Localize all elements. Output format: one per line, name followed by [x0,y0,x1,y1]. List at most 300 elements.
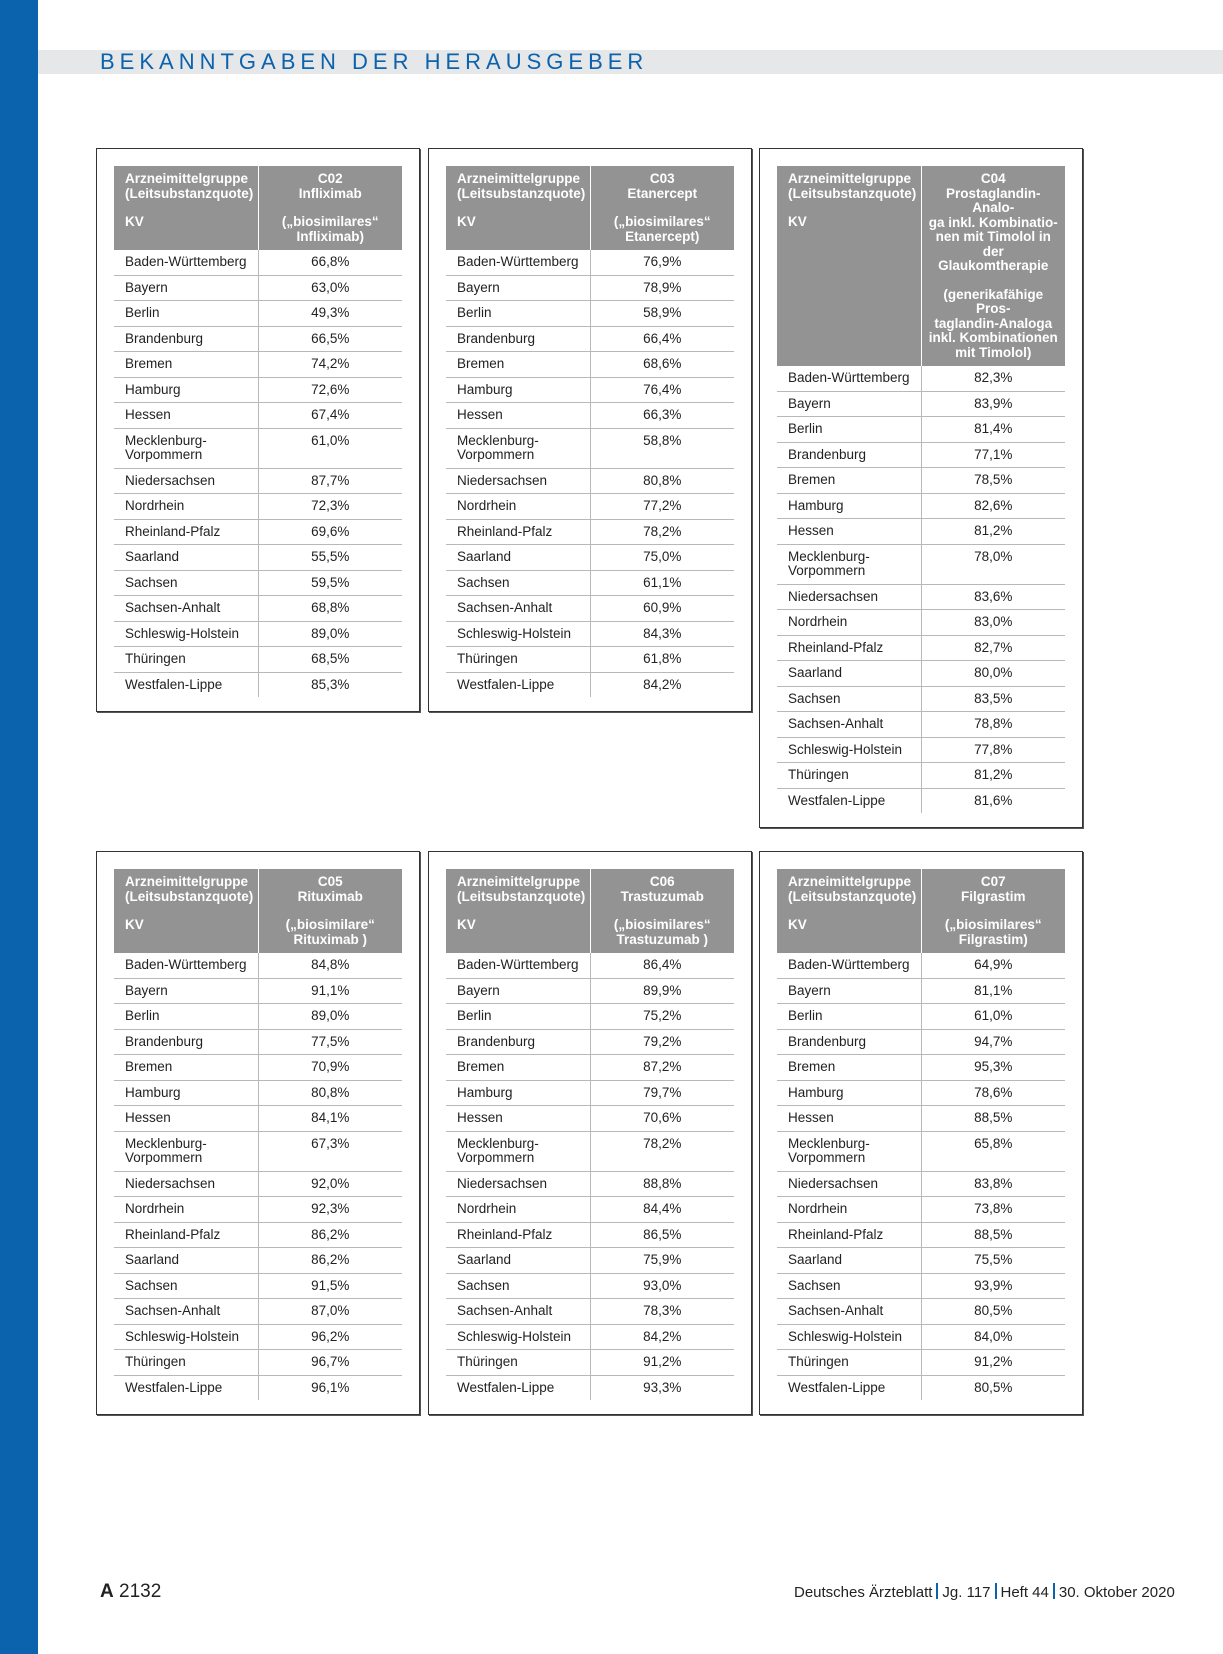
header-kv-label: KV [125,917,144,932]
drug-code-line: Etanercept [627,185,698,201]
quota-value: 85,3% [258,672,402,697]
region-name: Bremen [446,352,590,378]
quota-value: 93,9% [921,1273,1065,1299]
region-quota-table [446,869,734,1400]
table-row [446,596,734,622]
table-row [114,1350,402,1376]
region-name: Saarland [446,1248,590,1274]
table-row [446,301,734,327]
region-name: Rheinland-Pfalz [446,1222,590,1248]
header-spacer [265,201,397,215]
quota-value: 86,2% [258,1222,402,1248]
quota-value: 72,3% [258,494,402,520]
table-row [777,1197,1065,1223]
quota-value: 67,4% [258,403,402,429]
region-name: Hamburg [777,1080,921,1106]
region-name: Bayern [114,978,258,1004]
quota-value: 84,2% [590,672,734,697]
quota-value: 80,5% [921,1375,1065,1400]
drug-code-line: ga inkl. Kombinatio- [928,214,1058,230]
quota-value: 96,2% [258,1324,402,1350]
header-row [777,869,1065,953]
quota-value: 92,0% [258,1171,402,1197]
region-name: Sachsen [114,570,258,596]
region-quota-table [777,166,1065,813]
region-name: Baden-Württemberg [446,250,590,275]
table-row [114,621,402,647]
table-row [446,1350,734,1376]
quota-value: 64,9% [921,953,1065,978]
table-row [777,1273,1065,1299]
drug-description-line: („biosimilares“ [281,214,379,229]
quota-value: 88,8% [590,1171,734,1197]
region-name: Schleswig-Holstein [446,1324,590,1350]
quota-value: 89,0% [258,621,402,647]
region-quota-table [777,869,1065,1400]
region-name: Thüringen [114,647,258,673]
region-name: Mecklenburg- Vorpommern [777,544,921,584]
table-body [114,953,402,1400]
table-row [777,1029,1065,1055]
quota-value: 84,8% [258,953,402,978]
table-row [446,250,734,275]
table-row [114,1299,402,1325]
table-header [446,869,734,953]
quota-value: 86,2% [258,1248,402,1274]
table-row [446,1273,734,1299]
region-name: Thüringen [114,1350,258,1376]
header-drug-code [258,166,402,250]
table-row [446,1080,734,1106]
table-row [777,737,1065,763]
header-drug-code [258,869,402,953]
region-name: Niedersachsen [114,1171,258,1197]
table-row [777,1080,1065,1106]
region-name: Thüringen [777,1350,921,1376]
region-name: Niedersachsen [777,584,921,610]
region-name: Bremen [446,1055,590,1081]
region-name: Brandenburg [446,1029,590,1055]
table-row [777,978,1065,1004]
drug-description-line: („biosimilare“ [285,917,375,932]
region-name: Rheinland-Pfalz [114,1222,258,1248]
header-row [446,166,734,250]
quota-value: 75,0% [590,545,734,571]
quota-value: 69,6% [258,519,402,545]
drug-description-line: taglandin-Analoga [934,315,1053,331]
table-row [777,1106,1065,1132]
region-name: Mecklenburg- Vorpommern [114,1131,258,1171]
region-name: Sachsen [777,686,921,712]
table-row [446,428,734,468]
table-row [114,519,402,545]
quota-value: 81,4% [921,417,1065,443]
table-row [446,621,734,647]
quota-value: 81,2% [921,763,1065,789]
header-drug-group [777,166,921,366]
region-name: Brandenburg [446,326,590,352]
table-header [446,166,734,250]
table-box [96,851,420,1415]
region-name: Brandenburg [777,1029,921,1055]
quota-value: 79,2% [590,1029,734,1055]
region-name: Berlin [777,417,921,443]
quota-value: 78,2% [590,519,734,545]
table-row [446,519,734,545]
table-row [114,301,402,327]
table-row [777,1248,1065,1274]
drug-code-line: C07 [980,874,1006,889]
quota-value: 84,0% [921,1324,1065,1350]
table-row [114,1248,402,1274]
table-box [428,148,752,712]
table-row [114,978,402,1004]
quota-value: 55,5% [258,545,402,571]
region-name: Berlin [114,1004,258,1030]
quota-value: 66,4% [590,326,734,352]
table-row [446,1106,734,1132]
header-drug-code [921,166,1065,366]
region-name: Rheinland-Pfalz [777,635,921,661]
quota-value: 78,6% [921,1080,1065,1106]
quota-value: 84,1% [258,1106,402,1132]
quota-value: 77,5% [258,1029,402,1055]
table-row [777,1131,1065,1171]
header-kv-label: KV [457,917,476,932]
table-row [777,417,1065,443]
drug-description-line: inkl. Kombinationen [928,330,1058,345]
table-body [446,953,734,1400]
drug-code-line: C03 [649,171,675,186]
table-row [777,1324,1065,1350]
region-name: Nordrhein [777,610,921,636]
header-spacer [928,904,1060,918]
header-spacer [265,904,397,918]
table-row [446,1299,734,1325]
header-label-line: Arzneimittelgruppe [457,874,581,889]
table-row [777,1299,1065,1325]
table-row [777,391,1065,417]
quota-value: 84,4% [590,1197,734,1223]
region-name: Baden-Württemberg [114,953,258,978]
header-label-line: (Leitsubstanzquote) [125,185,254,201]
table-row [114,428,402,468]
region-name: Hessen [777,1106,921,1132]
region-name: Niedersachsen [777,1171,921,1197]
drug-code-line: nen mit Timolol in der [935,229,1051,259]
table-row [446,953,734,978]
table-row [446,1171,734,1197]
drug-description-line: („biosimilares“ [613,917,711,932]
quota-value: 59,5% [258,570,402,596]
table-row [114,1222,402,1248]
quota-value: 84,3% [590,621,734,647]
region-name: Rheinland-Pfalz [777,1222,921,1248]
header-row [114,869,402,953]
table-box [759,851,1083,1415]
region-name: Bayern [114,275,258,301]
quota-value: 78,9% [590,275,734,301]
quota-value: 68,5% [258,647,402,673]
region-name: Sachsen-Anhalt [114,596,258,622]
left-color-bar [0,0,38,1654]
region-quota-table [114,166,402,697]
quota-value: 61,8% [590,647,734,673]
quota-value: 82,6% [921,493,1065,519]
region-name: Westfalen-Lippe [125,1379,223,1395]
header-drug-code [921,869,1065,953]
region-name: Thüringen [777,763,921,789]
table-row [446,1222,734,1248]
region-name: Saarland [114,1248,258,1274]
quota-value: 63,0% [258,275,402,301]
quota-value: 74,2% [258,352,402,378]
region-name: Sachsen-Anhalt [777,712,921,738]
region-name: Hessen [446,1106,590,1132]
quota-value: 81,6% [921,788,1065,813]
separator [936,1583,938,1599]
quota-value: 72,6% [258,377,402,403]
drug-code-line: C06 [649,874,675,889]
page-prefix: A [100,1581,114,1602]
region-name: Bayern [777,978,921,1004]
issue: Heft 44 [1000,1584,1049,1601]
quota-value: 75,5% [921,1248,1065,1274]
table-row [114,326,402,352]
table-row [777,712,1065,738]
header-row [446,869,734,953]
table-box [96,148,420,712]
table-row [114,647,402,673]
quota-value: 61,1% [590,570,734,596]
region-name: Westfalen-Lippe [125,676,223,692]
quota-value: 67,3% [258,1131,402,1171]
table-row [114,352,402,378]
region-name: Westfalen-Lippe [788,792,886,808]
table-row [777,1004,1065,1030]
drug-description-line: Filgrastim) [958,931,1028,947]
quota-value: 83,5% [921,686,1065,712]
region-name: Mecklenburg- Vorpommern [446,1131,590,1171]
table-row [114,1197,402,1223]
table-row [777,635,1065,661]
quota-value: 61,0% [258,428,402,468]
quota-value: 83,0% [921,610,1065,636]
quota-value: 58,9% [590,301,734,327]
region-name: Saarland [114,545,258,571]
header-label-line: Arzneimittelgruppe [788,874,912,889]
header-drug-code [590,869,734,953]
table-header [777,869,1065,953]
table-row [114,250,402,275]
quota-value: 66,5% [258,326,402,352]
region-name: Berlin [446,1004,590,1030]
quota-value: 83,9% [921,391,1065,417]
quota-value: 94,7% [921,1029,1065,1055]
header-label-line: (Leitsubstanzquote) [457,185,586,201]
table-box [759,148,1083,828]
drug-code-line: C04 [980,171,1006,186]
quota-value: 89,0% [258,1004,402,1030]
region-name: Schleswig-Holstein [114,1324,258,1350]
header-label-line: Arzneimittelgruppe [125,171,249,186]
region-name: Berlin [446,301,590,327]
table-row [446,1055,734,1081]
drug-code-line: Prostaglandin-Analo- [945,185,1041,215]
region-quota-table [114,869,402,1400]
quota-value: 93,0% [590,1273,734,1299]
table-row [777,544,1065,584]
quota-value: 78,3% [590,1299,734,1325]
region-name: Hamburg [446,377,590,403]
header-spacer [788,904,915,918]
quota-value: 86,5% [590,1222,734,1248]
header-label-line: (Leitsubstanzquote) [788,185,917,201]
region-name: Thüringen [446,1350,590,1376]
table-row [114,377,402,403]
drug-description-line: mit Timolol) [955,344,1032,360]
region-name: Bremen [777,468,921,494]
table-row [446,1004,734,1030]
table-row [446,1197,734,1223]
quota-value: 96,7% [258,1350,402,1376]
region-name: Hamburg [446,1080,590,1106]
region-name: Hamburg [777,493,921,519]
drug-code-line: Glaukomtherapie [938,258,1049,273]
quota-value: 87,0% [258,1299,402,1325]
publication-info [794,1583,1175,1601]
table-row [114,953,402,978]
region-name: Sachsen [446,1273,590,1299]
header-label-line: (Leitsubstanzquote) [457,888,586,904]
quota-value: 81,2% [921,519,1065,545]
region-name: Niedersachsen [114,468,258,494]
region-name: Bremen [114,352,258,378]
table-row [114,1375,402,1400]
table-box [428,851,752,1415]
drug-code-line: Infliximab [298,185,362,201]
header-row [777,166,1065,366]
quota-value: 88,5% [921,1106,1065,1132]
table-row [446,403,734,429]
table-row [114,1324,402,1350]
quota-value: 76,9% [590,250,734,275]
quota-value: 76,4% [590,377,734,403]
table-row [114,403,402,429]
table-row [446,1029,734,1055]
table-row [114,672,402,697]
region-name: Mecklenburg- Vorpommern [114,428,258,468]
quota-value: 75,2% [590,1004,734,1030]
table-row [777,1171,1065,1197]
region-name: Brandenburg [777,442,921,468]
drug-code-line: Filgrastim [960,888,1026,904]
table-row [114,1106,402,1132]
region-name: Nordrhein [777,1197,921,1223]
table-row [114,1131,402,1171]
region-name: Schleswig-Holstein [777,1324,921,1350]
header-drug-group [777,869,921,953]
table-row [446,1131,734,1171]
region-name: Thüringen [446,647,590,673]
region-name: Brandenburg [114,1029,258,1055]
region-name: Nordrhein [446,494,590,520]
header-label-line: (Leitsubstanzquote) [125,888,254,904]
region-name: Bremen [114,1055,258,1081]
region-name: Hessen [777,519,921,545]
region-name: Baden-Württemberg [777,953,921,978]
quota-value: 66,3% [590,403,734,429]
quota-value: 49,3% [258,301,402,327]
region-name: Schleswig-Holstein [777,737,921,763]
quota-value: 79,7% [590,1080,734,1106]
header-label-line: Arzneimittelgruppe [788,171,912,186]
header-spacer [125,904,252,918]
table-row [114,494,402,520]
table-row [777,519,1065,545]
region-name: Hamburg [114,1080,258,1106]
region-name: Westfalen-Lippe [788,1379,886,1395]
table-body [446,250,734,697]
table-row [777,468,1065,494]
table-row [446,352,734,378]
section-title: BEKANNTGABEN DER HERAUSGEBER [100,49,649,74]
quota-value: 92,3% [258,1197,402,1223]
region-name: Bayern [446,978,590,1004]
region-quota-table [446,166,734,697]
region-name: Berlin [777,1004,921,1030]
drug-code-line: Trastuzumab [620,888,704,904]
header-kv-label: KV [457,214,476,229]
region-name: Sachsen-Anhalt [446,596,590,622]
quota-value: 93,3% [590,1375,734,1400]
quota-value: 70,6% [590,1106,734,1132]
quota-value: 83,6% [921,584,1065,610]
table-row [777,953,1065,978]
region-name: Sachsen [777,1273,921,1299]
region-name: Nordrhein [446,1197,590,1223]
quota-value: 82,3% [921,366,1065,391]
quota-value: 65,8% [921,1131,1065,1171]
table-row [114,596,402,622]
region-name: Saarland [446,545,590,571]
region-name: Saarland [777,1248,921,1274]
quota-value: 91,2% [590,1350,734,1376]
table-row [446,1248,734,1274]
region-name: Hessen [114,1106,258,1132]
quota-value: 96,1% [258,1375,402,1400]
header-spacer [788,201,915,215]
quota-value: 86,4% [590,953,734,978]
quota-value: 61,0% [921,1004,1065,1030]
header-spacer [597,904,729,918]
quota-value: 78,2% [590,1131,734,1171]
table-row [777,661,1065,687]
quota-value: 82,7% [921,635,1065,661]
volume: Jg. 117 [942,1584,991,1601]
region-name: Sachsen [446,570,590,596]
region-name: Rheinland-Pfalz [446,519,590,545]
region-name: Bayern [446,275,590,301]
header-drug-group [114,166,258,250]
drug-description-line: („biosimilares“ [613,214,711,229]
table-row [446,468,734,494]
header-spacer [457,904,584,918]
region-name: Hessen [114,403,258,429]
quota-value: 78,0% [921,544,1065,584]
table-row [777,584,1065,610]
quota-value: 78,8% [921,712,1065,738]
